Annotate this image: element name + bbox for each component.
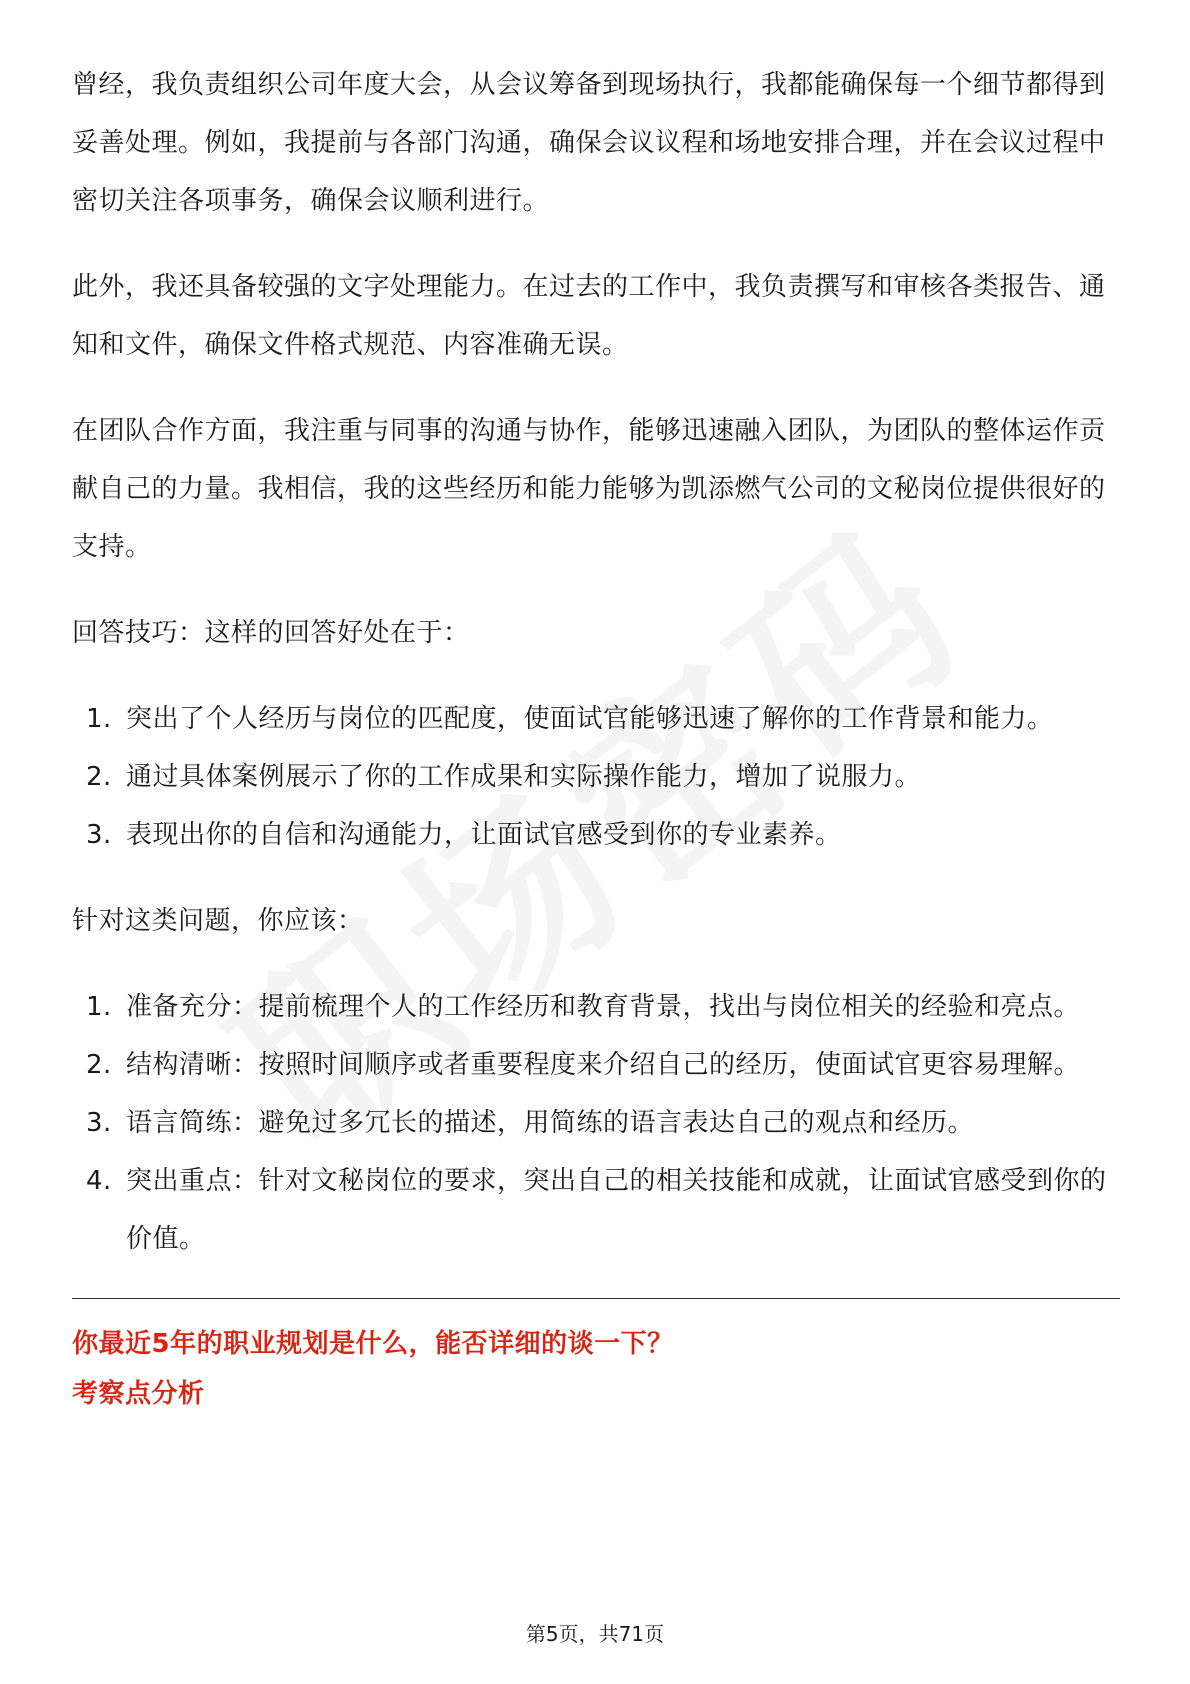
list-item	[72, 1094, 1120, 1152]
list-item	[72, 1152, 1120, 1268]
advice-list	[72, 978, 1120, 1268]
list-item	[72, 806, 1120, 864]
list-item-text: 通过具体案例展示了你的工作成果和实际操作能力，增加了说服力。	[126, 762, 922, 792]
list-item-text: 突出了个人经历与岗位的匹配度，使面试官能够迅速了解你的工作背景和能力。	[126, 704, 1054, 734]
list-item	[72, 1036, 1120, 1094]
paragraph-writing-skills: 此外，我还具备较强的文字处理能力。在过去的工作中，我负责撰写和审核各类报告、通知和文件，确保文件格式规范、内容准确无误。	[72, 272, 1106, 360]
list-item-number: 3.	[86, 1108, 112, 1138]
list-item-number: 3.	[86, 820, 112, 850]
list-item-text: 结构清晰：按照时间顺序或者重要程度来介绍自己的经历，使面试官更容易理解。	[126, 1050, 1081, 1080]
list-item-number: 4.	[86, 1166, 112, 1196]
list-item-number: 2.	[86, 1050, 112, 1080]
list-item-number: 1.	[86, 992, 112, 1022]
paragraph-tips-intro: 回答技巧：这样的回答好处在于：	[72, 618, 470, 648]
tips-list	[72, 690, 1120, 864]
list-item-text: 语言简练：避免过多冗长的描述，用简练的语言表达自己的观点和经历。	[126, 1108, 975, 1138]
list-item-text: 表现出你的自信和沟通能力，让面试官感受到你的专业素养。	[126, 820, 842, 850]
list-item-number: 1.	[86, 704, 112, 734]
paragraph-teamwork: 在团队合作方面，我注重与同事的沟通与协作，能够迅速融入团队，为团队的整体运作贡献自己的力量。我相信，我的这些经历和能力能够为凯添燃气公司的文秘岗位提供很好的支持。	[72, 416, 1106, 562]
list-item	[72, 978, 1120, 1036]
page-footer: 第5页，共71页	[525, 1622, 665, 1646]
list-item	[72, 690, 1120, 748]
list-item-text: 准备充分：提前梳理个人的工作经历和教育背景，找出与岗位相关的经验和亮点。	[126, 992, 1081, 1022]
section-divider	[72, 1298, 1120, 1299]
list-item	[72, 748, 1120, 806]
next-question-heading: 你最近5年的职业规划是什么，能否详细的谈一下？	[72, 1329, 674, 1359]
paragraph-advice-intro: 针对这类问题，你应该：	[72, 906, 364, 936]
list-item-number: 2.	[86, 762, 112, 792]
analysis-section-heading: 考察点分析	[72, 1379, 205, 1409]
paragraph-experience: 曾经，我负责组织公司年度大会，从会议筹备到现场执行，我都能确保每一个细节都得到妥善处理。例如，我提前与各部门沟通，确保会议议程和场地安排合理，并在会议过程中密切关注各项事务，确保会议顺利进行。	[72, 70, 1106, 216]
list-item-text: 突出重点：针对文秘岗位的要求，突出自己的相关技能和成就，让面试官感受到你的价值。	[126, 1166, 1107, 1254]
document-page	[72, 56, 1120, 1419]
